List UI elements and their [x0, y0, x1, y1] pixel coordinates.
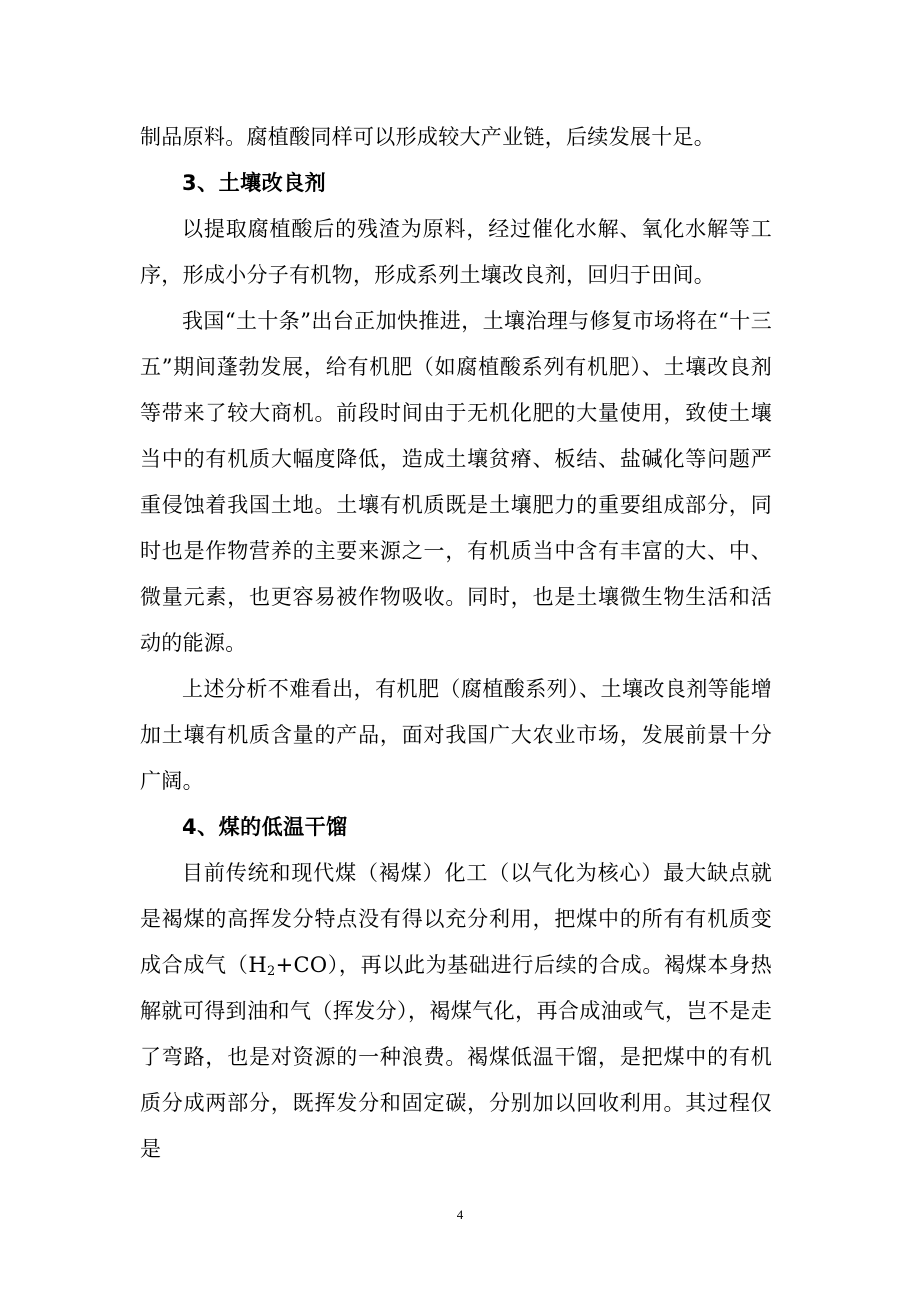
page-number: 4 [456, 1207, 464, 1222]
paragraph-lignite-carbonization [140, 850, 772, 1172]
paragraph-continuation: 制品原料。腐植酸同样可以形成较大产业链，后续发展十足。 [140, 125, 716, 149]
paragraph-soil-conditioner-process: 以提取腐植酸后的残渣为原料，经过催化水解、氧化水解等工序，形成小分子有机物，形成系列土壤改良剂，回归于田间。 [140, 217, 772, 287]
page-body [140, 114, 772, 1172]
paragraph-analysis-conclusion: 上述分析不难看出，有机肥（腐植酸系列）、土壤改良剂等能增加土壤有机质含量的产品，面对我国广大农业市场，发展前景十分广阔。 [140, 677, 772, 793]
paragraph-soil-policy-market: 我国“土十条”出台正加快推进，土壤治理与修复市场将在“十三五”期间蓬勃发展，给有机肥（如腐植酸系列有机肥）、土壤改良剂等带来了较大商机。前段时间由于无机化肥的大量使用，致使土壤当中的有机质大幅度降低，造成土壤贫瘠、板结、盐碱化等问题严重侵蚀着我国土地。土壤有机质既是土壤肥力的重要组成部分，同时也是作物营养的主要来源之一，有机质当中含有丰富的大、中、微量元素，也更容易被作物吸收。同时，也是土壤微生物生活和活动的能源。 [140, 309, 772, 655]
hydrogen-subscript: 2 [266, 964, 276, 979]
paragraph-text-after-subscript: +CO），再以此为基础进行后续的合成。褐煤本身热解就可得到油和气（挥发分），褐煤气化，再合成油或气，岂不是走了弯路，也是对资源的一种浪费。褐煤低温干馏，是把煤中的有机质分成两部分，既挥发分和固定碳，分别加以回收利用。其过程仅是 [140, 953, 772, 1161]
section-heading-low-temp-carbonization: 4、煤的低温干馏 [182, 815, 348, 839]
paragraph-text-before-subscript: 目前传统和现代煤（褐煤）化工（以气化为核心）最大缺点就是褐煤的高挥发分特点没有得以充分利用，把煤中的所有有机质变成合成气（H [140, 861, 772, 977]
section-heading-soil-conditioner: 3、土壤改良剂 [182, 171, 327, 195]
